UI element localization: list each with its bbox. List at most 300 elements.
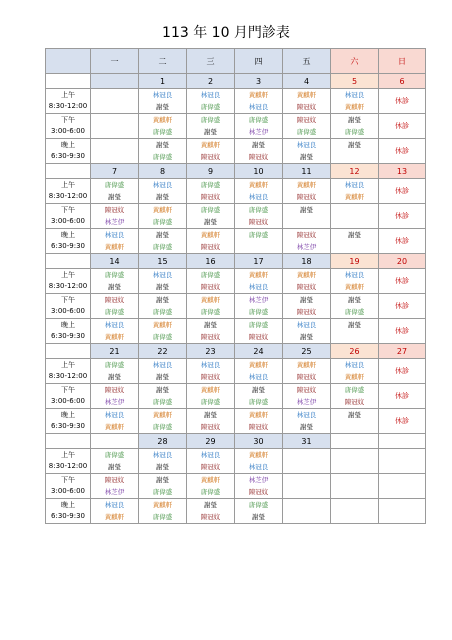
doctor-name: 林冠良 bbox=[283, 319, 331, 332]
weekday-header-row bbox=[46, 49, 426, 74]
closed-cell: 休診 bbox=[379, 139, 426, 164]
doctor-name: 唐偉盛 bbox=[139, 241, 187, 254]
doctor-name: 林冠良 bbox=[187, 359, 235, 372]
doctor-name: 陳冠妏 bbox=[187, 371, 235, 384]
doctor-name: 唐偉盛 bbox=[235, 114, 283, 127]
doctor-name bbox=[283, 216, 331, 229]
doctor-name bbox=[91, 139, 139, 152]
doctor-name: 唐偉盛 bbox=[187, 486, 235, 499]
date-cell: 27 bbox=[379, 344, 426, 359]
date-row-corner bbox=[46, 164, 91, 179]
doctor-name: 謝瑩 bbox=[139, 229, 187, 242]
doctor-name: 林冠良 bbox=[91, 409, 139, 422]
doctor-name: 謝瑩 bbox=[187, 499, 235, 512]
doctor-name: 謝瑩 bbox=[187, 216, 235, 229]
closed-cell: 休診 bbox=[379, 384, 426, 409]
session-name: 下午 bbox=[61, 476, 75, 484]
doctor-name: 林冠良 bbox=[331, 269, 379, 282]
doctor-name: 黃麒軒 bbox=[139, 409, 187, 422]
date-row-corner bbox=[46, 344, 91, 359]
doctor-name: 林芝伊 bbox=[235, 294, 283, 307]
session-row-top bbox=[46, 474, 426, 487]
doctor-name: 陳冠妏 bbox=[187, 511, 235, 524]
session-row-bottom bbox=[46, 151, 426, 164]
doctor-name: 林芝伊 bbox=[235, 126, 283, 139]
doctor-name: 唐偉盛 bbox=[91, 449, 139, 462]
doctor-name: 黃麒軒 bbox=[139, 204, 187, 217]
session-row-top bbox=[46, 269, 426, 282]
weekday-header: 五 bbox=[283, 49, 331, 74]
doctor-name: 林冠良 bbox=[139, 89, 187, 102]
doctor-name: 陳冠妏 bbox=[187, 191, 235, 204]
doctor-name: 唐偉盛 bbox=[331, 306, 379, 319]
date-cell bbox=[91, 74, 139, 89]
session-name: 晚上 bbox=[61, 411, 75, 419]
doctor-name: 謝瑩 bbox=[187, 319, 235, 332]
date-cell bbox=[379, 434, 426, 449]
date-cell: 16 bbox=[187, 254, 235, 269]
weekday-header: 一 bbox=[91, 49, 139, 74]
date-cell: 7 bbox=[91, 164, 139, 179]
session-time: 3:00-6:00 bbox=[51, 307, 85, 315]
session-name: 晚上 bbox=[61, 231, 75, 239]
doctor-name: 陳冠妏 bbox=[91, 384, 139, 397]
doctor-name: 謝瑩 bbox=[91, 461, 139, 474]
doctor-name: 謝瑩 bbox=[187, 126, 235, 139]
session-time: 3:00-6:00 bbox=[51, 487, 85, 495]
doctor-name bbox=[283, 499, 331, 512]
doctor-name: 林冠良 bbox=[235, 461, 283, 474]
closed-cell: 休診 bbox=[379, 204, 426, 229]
doctor-name: 唐偉盛 bbox=[187, 269, 235, 282]
session-name: 上午 bbox=[61, 181, 75, 189]
doctor-name: 黃麒軒 bbox=[91, 421, 139, 434]
doctor-name: 黃麒軒 bbox=[235, 449, 283, 462]
doctor-name: 陳冠妏 bbox=[283, 114, 331, 127]
session-label bbox=[46, 89, 91, 114]
session-row-top bbox=[46, 294, 426, 307]
doctor-name: 黃麒軒 bbox=[331, 281, 379, 294]
doctor-name: 林冠良 bbox=[235, 281, 283, 294]
session-label bbox=[46, 269, 91, 294]
doctor-name: 唐偉盛 bbox=[187, 101, 235, 114]
doctor-name: 謝瑩 bbox=[139, 371, 187, 384]
session-row-top bbox=[46, 359, 426, 372]
doctor-name bbox=[331, 421, 379, 434]
doctor-name: 唐偉盛 bbox=[235, 499, 283, 512]
doctor-name: 謝瑩 bbox=[187, 409, 235, 422]
doctor-name: 陳冠妏 bbox=[283, 371, 331, 384]
session-row-top bbox=[46, 409, 426, 422]
session-time: 6:30-9:30 bbox=[51, 152, 85, 160]
doctor-name: 林冠良 bbox=[235, 191, 283, 204]
doctor-name: 林冠良 bbox=[235, 101, 283, 114]
doctor-name bbox=[331, 474, 379, 487]
doctor-name: 謝瑩 bbox=[139, 474, 187, 487]
doctor-name: 唐偉盛 bbox=[139, 331, 187, 344]
doctor-name: 黃麒軒 bbox=[331, 191, 379, 204]
doctor-name: 黃麒軒 bbox=[91, 241, 139, 254]
doctor-name: 林冠良 bbox=[283, 139, 331, 152]
doctor-name: 唐偉盛 bbox=[139, 486, 187, 499]
date-cell: 1 bbox=[139, 74, 187, 89]
doctor-name: 謝瑩 bbox=[283, 331, 331, 344]
doctor-name: 唐偉盛 bbox=[139, 396, 187, 409]
date-cell: 22 bbox=[139, 344, 187, 359]
doctor-name: 謝瑩 bbox=[331, 229, 379, 242]
session-row-bottom bbox=[46, 191, 426, 204]
doctor-name: 林冠良 bbox=[187, 89, 235, 102]
session-time: 8:30-12:00 bbox=[48, 282, 88, 290]
date-cell: 30 bbox=[235, 434, 283, 449]
doctor-name: 唐偉盛 bbox=[235, 319, 283, 332]
doctor-name: 陳冠妏 bbox=[283, 101, 331, 114]
doctor-name: 林冠良 bbox=[187, 449, 235, 462]
closed-cell: 休診 bbox=[379, 409, 426, 434]
doctor-name: 陳冠妏 bbox=[283, 229, 331, 242]
doctor-name: 謝瑩 bbox=[139, 101, 187, 114]
doctor-name: 謝瑩 bbox=[139, 384, 187, 397]
session-time: 8:30-12:00 bbox=[48, 372, 88, 380]
closed-cell: 休診 bbox=[379, 319, 426, 344]
doctor-name bbox=[331, 331, 379, 344]
session-label bbox=[46, 114, 91, 139]
date-cell: 3 bbox=[235, 74, 283, 89]
session-row-top bbox=[46, 319, 426, 332]
doctor-name: 陳冠妏 bbox=[235, 331, 283, 344]
session-name: 下午 bbox=[61, 386, 75, 394]
doctor-name: 唐偉盛 bbox=[331, 126, 379, 139]
closed-cell: 休診 bbox=[379, 229, 426, 254]
doctor-name: 陳冠妏 bbox=[187, 151, 235, 164]
date-cell: 2 bbox=[187, 74, 235, 89]
doctor-name: 黃麒軒 bbox=[283, 179, 331, 192]
doctor-name: 唐偉盛 bbox=[283, 126, 331, 139]
doctor-name: 唐偉盛 bbox=[235, 204, 283, 217]
doctor-name: 陳冠妏 bbox=[235, 216, 283, 229]
closed-cell bbox=[379, 449, 426, 474]
date-cell: 28 bbox=[139, 434, 187, 449]
doctor-name: 林冠良 bbox=[331, 89, 379, 102]
doctor-name: 陳冠妏 bbox=[91, 294, 139, 307]
doctor-name bbox=[91, 151, 139, 164]
date-row bbox=[46, 164, 426, 179]
doctor-name: 陳冠妏 bbox=[235, 486, 283, 499]
doctor-name: 謝瑩 bbox=[283, 204, 331, 217]
session-time: 6:30-9:30 bbox=[51, 422, 85, 430]
doctor-name: 唐偉盛 bbox=[91, 306, 139, 319]
header-corner bbox=[46, 49, 91, 74]
doctor-name: 謝瑩 bbox=[91, 191, 139, 204]
doctor-name: 黃麒軒 bbox=[91, 331, 139, 344]
doctor-name: 黃麒軒 bbox=[139, 499, 187, 512]
doctor-name bbox=[91, 101, 139, 114]
doctor-name: 陳冠妏 bbox=[91, 474, 139, 487]
doctor-name: 黃麒軒 bbox=[187, 384, 235, 397]
doctor-name: 林冠良 bbox=[91, 499, 139, 512]
doctor-name: 唐偉盛 bbox=[91, 179, 139, 192]
doctor-name bbox=[235, 241, 283, 254]
doctor-name: 林冠良 bbox=[139, 269, 187, 282]
doctor-name: 陳冠妏 bbox=[187, 281, 235, 294]
session-row-bottom bbox=[46, 241, 426, 254]
doctor-name: 陳冠妏 bbox=[283, 281, 331, 294]
closed-cell bbox=[379, 474, 426, 499]
date-cell: 10 bbox=[235, 164, 283, 179]
date-row bbox=[46, 434, 426, 449]
date-cell: 24 bbox=[235, 344, 283, 359]
doctor-name bbox=[283, 474, 331, 487]
doctor-name: 謝瑩 bbox=[139, 294, 187, 307]
doctor-name bbox=[91, 114, 139, 127]
doctor-name: 謝瑩 bbox=[283, 151, 331, 164]
weekday-header: 四 bbox=[235, 49, 283, 74]
doctor-name: 黃麒軒 bbox=[187, 294, 235, 307]
date-row bbox=[46, 344, 426, 359]
date-cell: 12 bbox=[331, 164, 379, 179]
doctor-name bbox=[331, 449, 379, 462]
doctor-name: 唐偉盛 bbox=[187, 396, 235, 409]
session-name: 上午 bbox=[61, 91, 75, 99]
session-time: 6:30-9:30 bbox=[51, 512, 85, 520]
session-row-top bbox=[46, 114, 426, 127]
session-label bbox=[46, 294, 91, 319]
session-row-bottom bbox=[46, 306, 426, 319]
date-cell: 18 bbox=[283, 254, 331, 269]
doctor-name: 謝瑩 bbox=[331, 294, 379, 307]
doctor-name: 謝瑩 bbox=[331, 319, 379, 332]
doctor-name: 黃麒軒 bbox=[91, 511, 139, 524]
session-row-bottom bbox=[46, 421, 426, 434]
date-cell: 25 bbox=[283, 344, 331, 359]
doctor-name: 謝瑩 bbox=[139, 281, 187, 294]
session-label bbox=[46, 139, 91, 164]
weekday-header: 六 bbox=[331, 49, 379, 74]
date-cell: 17 bbox=[235, 254, 283, 269]
doctor-name bbox=[331, 151, 379, 164]
doctor-name bbox=[283, 486, 331, 499]
session-row-top bbox=[46, 139, 426, 152]
doctor-name: 唐偉盛 bbox=[331, 384, 379, 397]
date-row bbox=[46, 254, 426, 269]
closed-cell: 休診 bbox=[379, 359, 426, 384]
session-row-bottom bbox=[46, 511, 426, 524]
doctor-name: 黃麒軒 bbox=[187, 474, 235, 487]
session-row-top bbox=[46, 384, 426, 397]
session-row-bottom bbox=[46, 461, 426, 474]
doctor-name: 黃麒軒 bbox=[331, 101, 379, 114]
doctor-name: 黃麒軒 bbox=[235, 409, 283, 422]
doctor-name: 陳冠妏 bbox=[187, 331, 235, 344]
closed-cell: 休診 bbox=[379, 179, 426, 204]
doctor-name: 謝瑩 bbox=[331, 409, 379, 422]
doctor-name: 林芝伊 bbox=[235, 474, 283, 487]
doctor-name: 唐偉盛 bbox=[187, 179, 235, 192]
date-row-corner bbox=[46, 434, 91, 449]
doctor-name: 林冠良 bbox=[139, 449, 187, 462]
session-name: 晚上 bbox=[61, 501, 75, 509]
doctor-name: 唐偉盛 bbox=[235, 229, 283, 242]
doctor-name: 林芝伊 bbox=[91, 216, 139, 229]
doctor-name: 唐偉盛 bbox=[139, 306, 187, 319]
session-name: 下午 bbox=[61, 296, 75, 304]
session-name: 上午 bbox=[61, 361, 75, 369]
doctor-name: 陳冠妏 bbox=[331, 396, 379, 409]
date-cell: 4 bbox=[283, 74, 331, 89]
date-cell: 13 bbox=[379, 164, 426, 179]
session-row-bottom bbox=[46, 371, 426, 384]
doctor-name: 謝瑩 bbox=[331, 139, 379, 152]
doctor-name: 謝瑩 bbox=[235, 511, 283, 524]
clinic-schedule-table bbox=[45, 48, 426, 524]
doctor-name: 謝瑩 bbox=[139, 461, 187, 474]
doctor-name: 唐偉盛 bbox=[139, 126, 187, 139]
date-cell: 6 bbox=[379, 74, 426, 89]
date-cell: 8 bbox=[139, 164, 187, 179]
session-name: 上午 bbox=[61, 451, 75, 459]
doctor-name: 林冠良 bbox=[91, 319, 139, 332]
weekday-header: 二 bbox=[139, 49, 187, 74]
session-row-top bbox=[46, 89, 426, 102]
date-cell: 23 bbox=[187, 344, 235, 359]
session-row-top bbox=[46, 499, 426, 512]
session-time: 8:30-12:00 bbox=[48, 462, 88, 470]
doctor-name: 林芝伊 bbox=[91, 396, 139, 409]
doctor-name: 陳冠妏 bbox=[187, 421, 235, 434]
closed-cell: 休診 bbox=[379, 294, 426, 319]
doctor-name bbox=[331, 486, 379, 499]
date-row bbox=[46, 74, 426, 89]
date-cell: 19 bbox=[331, 254, 379, 269]
doctor-name: 唐偉盛 bbox=[235, 306, 283, 319]
doctor-name: 林冠良 bbox=[139, 179, 187, 192]
session-time: 3:00-6:00 bbox=[51, 127, 85, 135]
doctor-name bbox=[91, 89, 139, 102]
session-row-bottom bbox=[46, 216, 426, 229]
session-name: 晚上 bbox=[61, 321, 75, 329]
doctor-name: 陳冠妏 bbox=[187, 461, 235, 474]
doctor-name: 黃麒軒 bbox=[235, 269, 283, 282]
doctor-name: 黃麒軒 bbox=[283, 269, 331, 282]
session-label bbox=[46, 179, 91, 204]
doctor-name bbox=[331, 204, 379, 217]
doctor-name: 唐偉盛 bbox=[139, 421, 187, 434]
session-time: 6:30-9:30 bbox=[51, 242, 85, 250]
doctor-name: 陳冠妏 bbox=[235, 421, 283, 434]
session-time: 3:00-6:00 bbox=[51, 217, 85, 225]
doctor-name bbox=[331, 241, 379, 254]
doctor-name: 陳冠妏 bbox=[283, 191, 331, 204]
doctor-name: 林冠良 bbox=[139, 359, 187, 372]
date-cell: 31 bbox=[283, 434, 331, 449]
session-row-bottom bbox=[46, 281, 426, 294]
session-row-bottom bbox=[46, 126, 426, 139]
doctor-name bbox=[331, 461, 379, 474]
doctor-name bbox=[331, 511, 379, 524]
date-cell: 26 bbox=[331, 344, 379, 359]
session-label bbox=[46, 229, 91, 254]
date-cell: 21 bbox=[91, 344, 139, 359]
page-title: 113 年 10 月門診表 bbox=[162, 25, 290, 41]
session-row-bottom bbox=[46, 396, 426, 409]
closed-cell: 休診 bbox=[379, 269, 426, 294]
date-cell: 15 bbox=[139, 254, 187, 269]
date-cell: 29 bbox=[187, 434, 235, 449]
session-time: 3:00-6:00 bbox=[51, 397, 85, 405]
doctor-name: 黃麒軒 bbox=[139, 114, 187, 127]
doctor-name: 謝瑩 bbox=[283, 421, 331, 434]
doctor-name: 陳冠妏 bbox=[283, 306, 331, 319]
doctor-name: 陳冠妏 bbox=[283, 384, 331, 397]
weekday-header: 三 bbox=[187, 49, 235, 74]
closed-cell bbox=[379, 499, 426, 524]
session-row-top bbox=[46, 449, 426, 462]
session-label bbox=[46, 384, 91, 409]
session-row-bottom bbox=[46, 331, 426, 344]
doctor-name: 謝瑩 bbox=[235, 139, 283, 152]
doctor-name: 陳冠妏 bbox=[235, 151, 283, 164]
session-row-bottom bbox=[46, 486, 426, 499]
doctor-name: 黃麒軒 bbox=[235, 89, 283, 102]
session-name: 下午 bbox=[61, 206, 75, 214]
doctor-name: 唐偉盛 bbox=[235, 396, 283, 409]
session-label bbox=[46, 359, 91, 384]
date-cell: 11 bbox=[283, 164, 331, 179]
session-label bbox=[46, 499, 91, 524]
doctor-name: 唐偉盛 bbox=[91, 359, 139, 372]
doctor-name bbox=[283, 461, 331, 474]
doctor-name: 黃麒軒 bbox=[187, 229, 235, 242]
doctor-name: 林芝伊 bbox=[283, 396, 331, 409]
session-time: 8:30-12:00 bbox=[48, 192, 88, 200]
session-row-top bbox=[46, 179, 426, 192]
doctor-name bbox=[331, 216, 379, 229]
doctor-name: 林冠良 bbox=[235, 371, 283, 384]
date-cell bbox=[91, 434, 139, 449]
doctor-name: 陳冠妏 bbox=[91, 204, 139, 217]
doctor-name: 唐偉盛 bbox=[139, 151, 187, 164]
session-label bbox=[46, 319, 91, 344]
date-row-corner bbox=[46, 74, 91, 89]
doctor-name: 林冠良 bbox=[331, 359, 379, 372]
doctor-name: 黃麒軒 bbox=[235, 179, 283, 192]
doctor-name: 謝瑩 bbox=[139, 139, 187, 152]
date-cell: 9 bbox=[187, 164, 235, 179]
doctor-name: 林芝伊 bbox=[283, 241, 331, 254]
doctor-name: 林冠良 bbox=[91, 229, 139, 242]
session-row-top bbox=[46, 229, 426, 242]
doctor-name: 謝瑩 bbox=[139, 191, 187, 204]
closed-cell: 休診 bbox=[379, 114, 426, 139]
doctor-name: 黃麒軒 bbox=[187, 139, 235, 152]
doctor-name: 林冠良 bbox=[331, 179, 379, 192]
session-label bbox=[46, 409, 91, 434]
doctor-name: 黃麒軒 bbox=[235, 359, 283, 372]
doctor-name: 唐偉盛 bbox=[187, 306, 235, 319]
doctor-name: 唐偉盛 bbox=[187, 114, 235, 127]
doctor-name bbox=[91, 126, 139, 139]
date-cell: 20 bbox=[379, 254, 426, 269]
date-cell: 5 bbox=[331, 74, 379, 89]
doctor-name: 黃麒軒 bbox=[283, 359, 331, 372]
session-time: 8:30-12:00 bbox=[48, 102, 88, 110]
doctor-name: 謝瑩 bbox=[91, 371, 139, 384]
session-label bbox=[46, 474, 91, 499]
doctor-name: 謝瑩 bbox=[331, 114, 379, 127]
session-row-top bbox=[46, 204, 426, 217]
session-name: 上午 bbox=[61, 271, 75, 279]
doctor-name: 謝瑩 bbox=[91, 281, 139, 294]
